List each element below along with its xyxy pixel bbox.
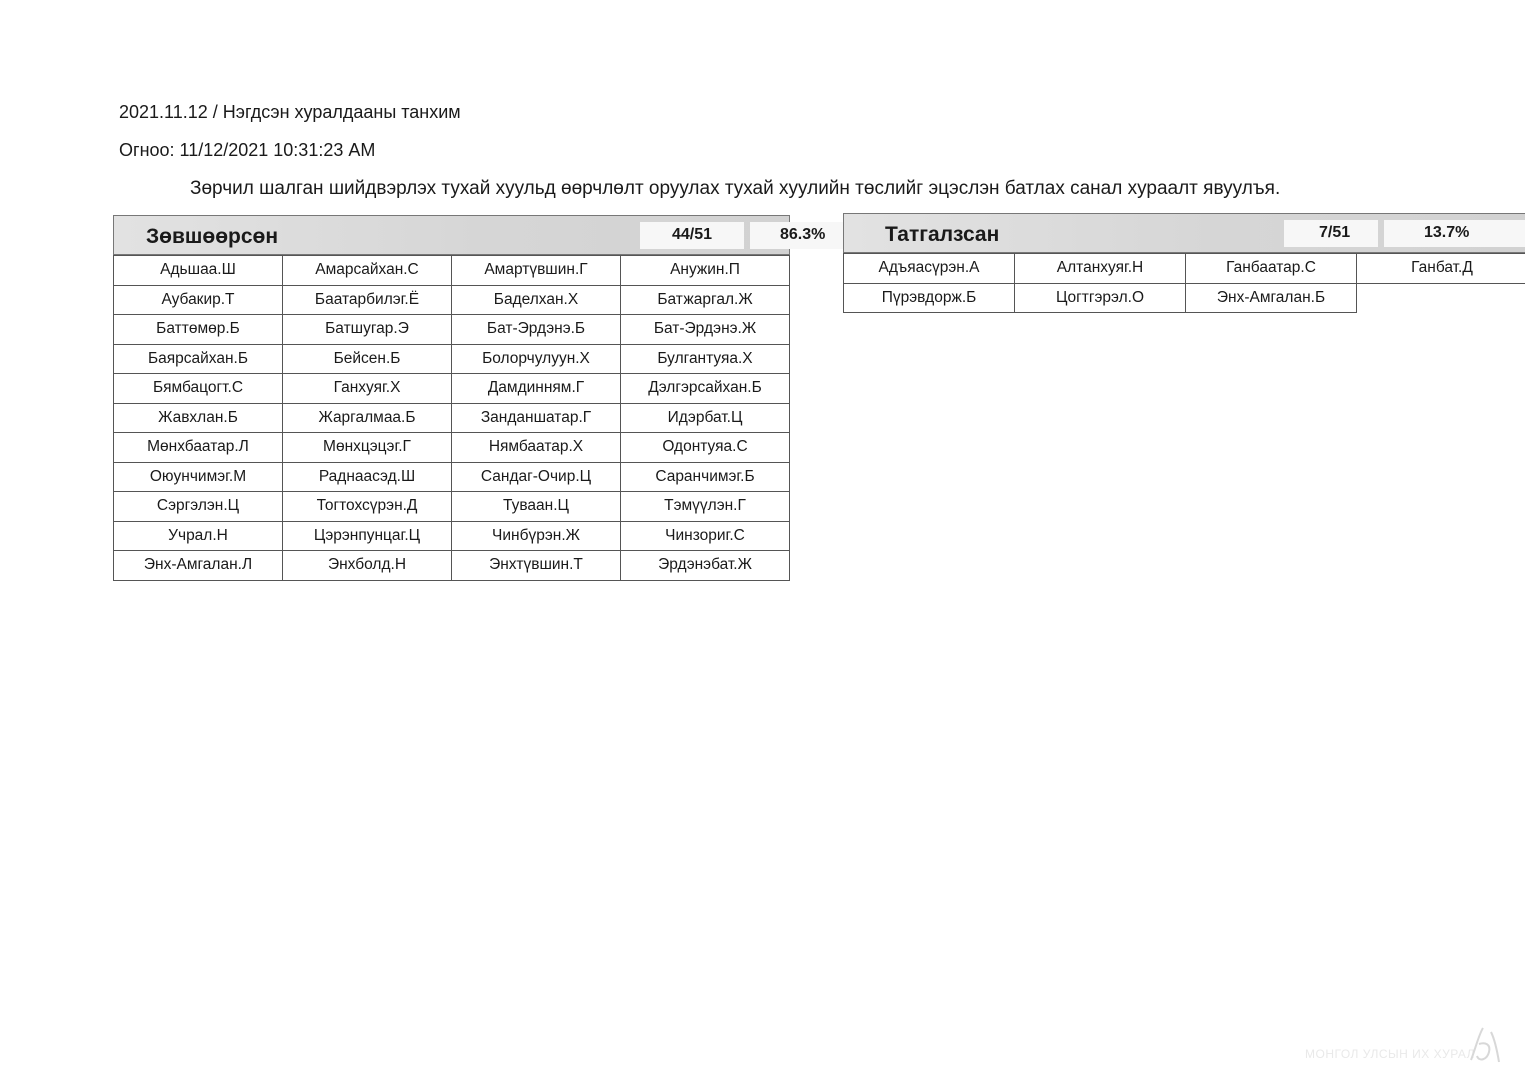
table-row xyxy=(114,344,790,374)
document-date-location: 2021.11.12 / Нэгдсэн хуралдааны танхим xyxy=(119,102,461,122)
member-name: Ганбаатар.С xyxy=(1186,254,1357,284)
rejected-count: 7/51 xyxy=(1319,224,1351,241)
member-name: Аубакир.Т xyxy=(114,285,283,315)
vote-timestamp: Огноо: 11/12/2021 10:31:23 AM xyxy=(119,140,376,160)
member-name: Идэрбат.Ц xyxy=(621,403,790,433)
empty-cell xyxy=(1357,283,1525,313)
member-name: Бат-Эрдэнэ.Ж xyxy=(621,315,790,345)
member-name: Одонтуяа.С xyxy=(621,433,790,463)
member-name: Болорчулуун.Х xyxy=(452,344,621,374)
member-name: Оюунчимэг.М xyxy=(114,462,283,492)
approved-count: 44/51 xyxy=(672,226,713,243)
member-name: Адъяасүрэн.А xyxy=(844,254,1015,284)
member-name: Чинзориг.С xyxy=(621,521,790,551)
member-name: Баттөмөр.Б xyxy=(114,315,283,345)
table-row xyxy=(114,403,790,433)
member-name: Цэрэнпунцаг.Ц xyxy=(283,521,452,551)
member-name: Мөнхцэцэг.Г xyxy=(283,433,452,463)
member-name: Жаргалмаа.Б xyxy=(283,403,452,433)
member-name: Учрал.Н xyxy=(114,521,283,551)
member-name: Алтанхуяг.Н xyxy=(1015,254,1186,284)
member-name: Батшугар.Э xyxy=(283,315,452,345)
table-row xyxy=(114,285,790,315)
member-name: Бямбацогт.С xyxy=(114,374,283,404)
motion-text: Зөрчил шалган шийдвэрлэх тухай хуульд өөрчлөлт оруулах тухай хуулийн төслийг эцэслэн батлах санал хураалт явуулъя. xyxy=(190,178,1281,199)
member-name: Саранчимэг.Б xyxy=(621,462,790,492)
member-name: Ганхуяг.Х xyxy=(283,374,452,404)
rejected-members-table xyxy=(843,253,1525,313)
member-name: Амарсайхан.С xyxy=(283,256,452,286)
member-name: Нямбаатар.Х xyxy=(452,433,621,463)
approved-percent: 86.3% xyxy=(780,226,826,243)
member-name: Цогтгэрэл.О xyxy=(1015,283,1186,313)
rejected-title: Татгалзсан xyxy=(885,223,1000,246)
member-name: Булгантуяа.Х xyxy=(621,344,790,374)
approved-header xyxy=(113,215,826,255)
member-name: Баярсайхан.Б xyxy=(114,344,283,374)
table-row xyxy=(844,254,1525,284)
member-name: Энхболд.Н xyxy=(283,551,452,581)
member-name: Дамдинням.Г xyxy=(452,374,621,404)
member-name: Тогтохсүрэн.Д xyxy=(283,492,452,522)
table-row xyxy=(114,315,790,345)
table-row xyxy=(114,492,790,522)
member-name: Мөнхбаатар.Л xyxy=(114,433,283,463)
member-name: Бат-Эрдэнэ.Б xyxy=(452,315,621,345)
member-name: Ганбат.Д xyxy=(1357,254,1525,284)
member-name: Батжаргал.Ж xyxy=(621,285,790,315)
table-row xyxy=(844,283,1525,313)
member-name: Туваан.Ц xyxy=(452,492,621,522)
member-name: Раднаасэд.Ш xyxy=(283,462,452,492)
table-row xyxy=(114,462,790,492)
member-name: Амартүвшин.Г xyxy=(452,256,621,286)
member-name: Баатарбилэг.Ё xyxy=(283,285,452,315)
member-name: Энх-Амгалан.Л xyxy=(114,551,283,581)
member-name: Сэргэлэн.Ц xyxy=(114,492,283,522)
table-row xyxy=(114,521,790,551)
parliament-stamp: МОНГОЛ УЛСЫН ИХ ХУРАЛ xyxy=(1305,1047,1476,1061)
rejected-percent: 13.7% xyxy=(1424,224,1470,241)
member-name: Бейсен.Б xyxy=(283,344,452,374)
member-name: Пүрэвдорж.Б xyxy=(844,283,1015,313)
table-row xyxy=(114,433,790,463)
member-name: Жавхлан.Б xyxy=(114,403,283,433)
member-name: Адьшаа.Ш xyxy=(114,256,283,286)
member-name: Занданшатар.Г xyxy=(452,403,621,433)
table-row xyxy=(114,374,790,404)
member-name: Энх-Амгалан.Б xyxy=(1186,283,1357,313)
member-name: Баделхан.Х xyxy=(452,285,621,315)
signature-icon xyxy=(1465,1022,1505,1067)
approved-members-table xyxy=(113,255,790,581)
member-name: Дэлгэрсайхан.Б xyxy=(621,374,790,404)
table-row xyxy=(114,551,790,581)
approved-title: Зөвшөөрсөн xyxy=(146,225,279,248)
rejected-header xyxy=(843,213,1525,253)
table-row xyxy=(114,256,790,286)
member-name: Сандаг-Очир.Ц xyxy=(452,462,621,492)
member-name: Анужин.П xyxy=(621,256,790,286)
member-name: Эрдэнэбат.Ж xyxy=(621,551,790,581)
member-name: Тэмүүлэн.Г xyxy=(621,492,790,522)
member-name: Энхтүвшин.Т xyxy=(452,551,621,581)
member-name: Чинбүрэн.Ж xyxy=(452,521,621,551)
